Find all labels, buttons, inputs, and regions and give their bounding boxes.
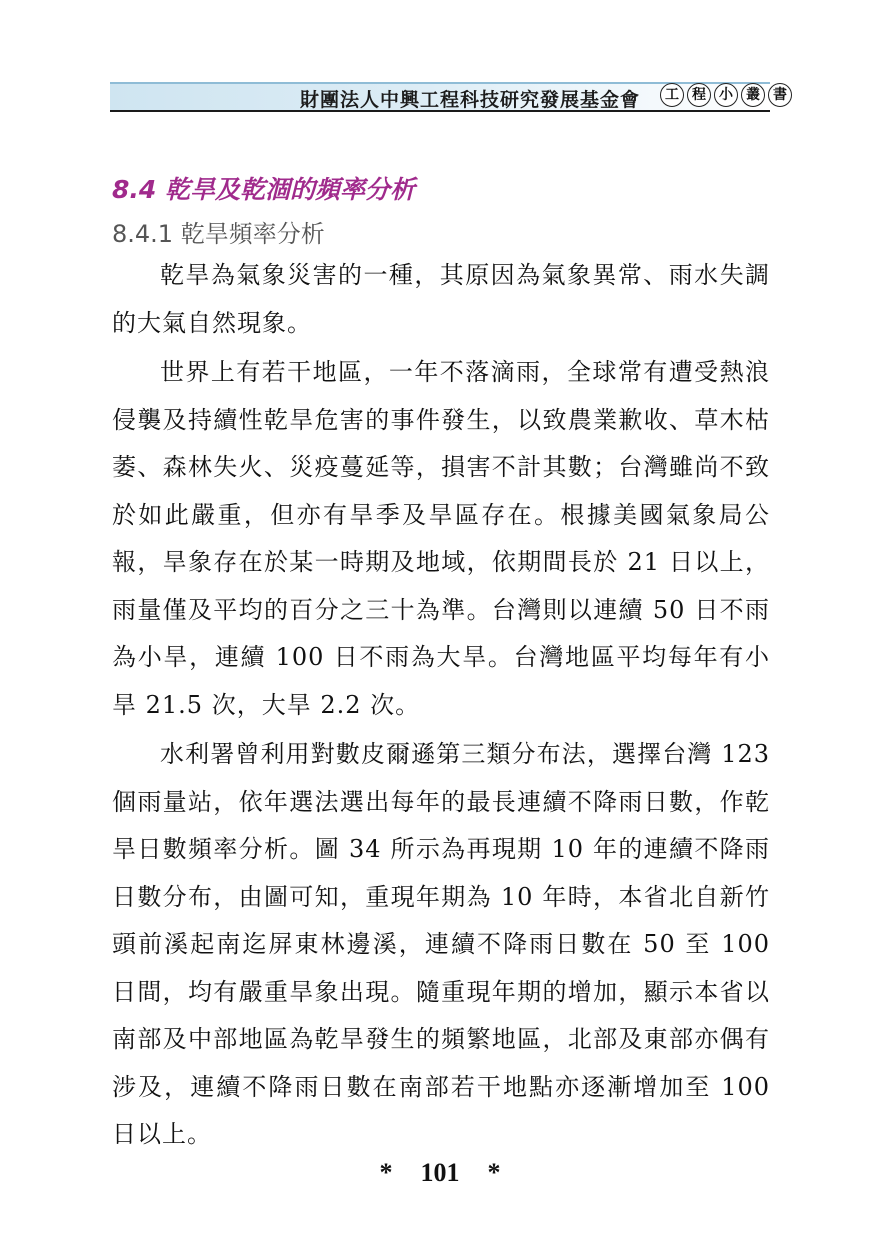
series-logo-char: 小 <box>714 83 738 107</box>
paragraph-frequency-analysis: 水利署曾利用對數皮爾遜第三類分布法，選擇台灣 123 個雨量站，依年選法選出每年的最長連續不降雨日數，作乾旱日數頻率分析。圖 34 所示為再現期 10 年的連續不降雨日數分布，由圖可知，重現年期為 10 年時，本省北自新竹頭前溪起南迄屏東林邊溪，連續不降雨日數在 50 至 100 日間，均有嚴重旱象出現。隨重現年期的增加，顯示本省以南部及中部地區為乾旱發生的頻繁地區，北部及東部亦偶有涉及，連續不降雨日數在南部若干地點亦逐漸增加至 100 日以上。 <box>112 740 770 1148</box>
header-org-name: 財團法人中興工程科技研究發展基金會 <box>299 89 640 111</box>
page-number: 101 <box>420 1158 460 1187</box>
footer-star-right: * <box>487 1158 501 1187</box>
footer-star-left: * <box>379 1158 393 1187</box>
series-logo-char: 程 <box>687 83 711 107</box>
section-heading: 8.4 乾旱及乾涸的頻率分析 <box>112 175 415 204</box>
subsection-heading: 8.4.1 乾旱頻率分析 <box>112 220 325 248</box>
page-footer <box>0 1158 880 1188</box>
series-logo <box>660 83 792 107</box>
series-logo-char: 書 <box>768 83 792 107</box>
series-logo-char: 叢 <box>741 83 765 107</box>
series-logo-char: 工 <box>660 83 684 107</box>
body-text <box>112 252 770 1161</box>
paragraph-drought-definition: 乾旱為氣象災害的一種，其原因為氣象異常、雨水失調的大氣自然現象。 <box>112 261 770 337</box>
paragraph-drought-occurrence: 世界上有若干地區，一年不落滴雨，全球常有遭受熱浪侵襲及持續性乾旱危害的事件發生，以致農業歉收、草木枯萎、森林失火、災疫蔓延等，損害不計其數；台灣雖尚不致於如此嚴重，但亦有旱季及旱區存在。根據美國氣象局公報，旱象存在於某一時期及地域，依期間長於 21 日以上，雨量僅及平均的百分之三十為準。台灣則以連續 50 日不雨為小旱，連續 100 日不雨為大旱。台灣地區平均每年有小旱 21.5 次，大旱 2.2 次。 <box>112 358 770 719</box>
